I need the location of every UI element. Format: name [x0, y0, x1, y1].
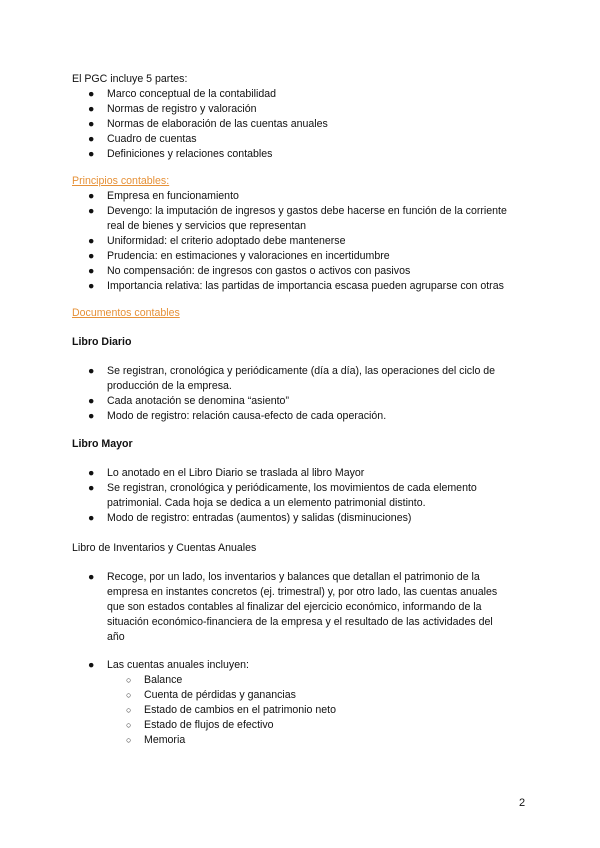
list-item: ● No compensación: de ingresos con gastos o activos con pasivos: [88, 265, 411, 277]
list-item: ○ Memoria: [126, 734, 186, 746]
list-item: ○ Balance: [126, 674, 183, 686]
list-item: ● Modo de registro: entradas (aumentos) y salidas (disminuciones): [88, 512, 412, 524]
cuentas-anuales-sublist: [72, 673, 532, 748]
list-item: ● Cada anotación se denomina “asiento”: [88, 395, 289, 407]
list-item: ● Normas de elaboración de las cuentas anuales: [88, 118, 328, 130]
libro-mayor-list: [72, 466, 532, 526]
libro-mayor-title-block: [72, 437, 532, 452]
principios-list: [72, 189, 532, 294]
list-item: ● Uniformidad: el criterio adoptado debe mantenerse: [88, 235, 346, 247]
list-item: ● Normas de registro y valoración: [88, 103, 257, 115]
list-item: ● Las cuentas anuales incluyen:: [88, 659, 249, 671]
pgc-intro-title: El PGC incluye 5 partes:: [72, 73, 188, 85]
libro-mayor-section: [72, 466, 532, 526]
libro-inventarios-title: Libro de Inventarios y Cuentas Anuales: [72, 542, 257, 554]
list-item: ○ Estado de cambios en el patrimonio neto: [126, 704, 336, 716]
libro-diario-section: [72, 364, 532, 424]
page-number: 2: [519, 797, 526, 809]
libro-inventarios-title-block: [72, 541, 532, 556]
list-item: ○ Cuenta de pérdidas y ganancias: [126, 689, 296, 701]
principios-section: [72, 174, 532, 294]
list-item: ● Devengo: la imputación de ingresos y gastos debe hacerse en función de la corriente real de bienes y servicios que representan: [88, 205, 507, 232]
list-item: ● Lo anotado en el Libro Diario se traslada al libro Mayor: [88, 467, 365, 479]
pgc-parts-list: [72, 87, 532, 162]
libro-diario-list: [72, 364, 532, 424]
list-item: ● Prudencia: en estimaciones y valoraciones en incertidumbre: [88, 250, 390, 262]
list-item: ● Se registran, cronológica y periódicamente (día a día), las operaciones del ciclo de producción de la empresa.: [88, 365, 496, 392]
list-item: ○ Estado de flujos de efectivo: [126, 719, 274, 731]
list-item: ● Se registran, cronológica y periódicamente, los movimientos de cada elemento patrimonial. Cada hoja se dedica a un elemento patrimonial distinto.: [88, 482, 477, 509]
documentos-heading[interactable]: Documentos contables: [72, 307, 180, 319]
list-item: ● Definiciones y relaciones contables: [88, 148, 273, 160]
cuentas-anuales-list: [72, 658, 532, 673]
list-item: ● Importancia relativa: las partidas de importancia escasa pueden agruparse con otras: [88, 280, 504, 292]
list-item: ● Modo de registro: relación causa-efecto de cada operación.: [88, 410, 387, 422]
libro-inventarios-list: [72, 570, 532, 645]
pgc-section: [72, 72, 532, 162]
list-item: ● Cuadro de cuentas: [88, 133, 197, 145]
libro-mayor-title: Libro Mayor: [72, 438, 133, 450]
list-item: ● Empresa en funcionamiento: [88, 190, 239, 202]
list-item: ● Recoge, por un lado, los inventarios y balances que detallan el patrimonio de la empresa en instantes concretos (ej. trimestral) y, por otro lado, las cuentas anuales que son estados contables al finalizar del ejercicio económico, informando de la situación económico-financiera de la empresa y el resultado de las actividades del año: [88, 571, 498, 643]
libro-inventarios-section: [72, 570, 532, 645]
documentos-section: [72, 306, 532, 321]
list-item: ● Marco conceptual de la contabilidad: [88, 88, 277, 100]
cuentas-anuales-section: [72, 658, 532, 748]
libro-diario-title: Libro Diario: [72, 336, 132, 348]
libro-diario-title-block: [72, 335, 532, 350]
principios-heading[interactable]: Principios contables:: [72, 175, 170, 187]
